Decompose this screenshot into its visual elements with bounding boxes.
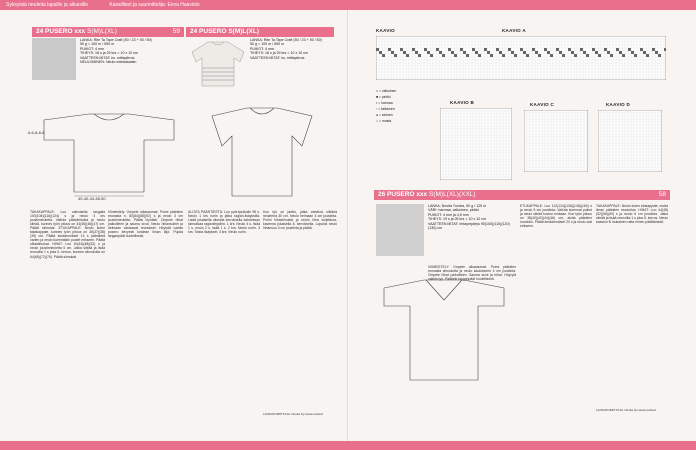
chart-cell: [502, 54, 505, 57]
left-schematic-2: [192, 96, 332, 206]
chart-cell: [664, 48, 666, 51]
chart-cell: [658, 54, 661, 57]
chart-cell: [580, 48, 583, 51]
info-line: VAATTEEN MITAT: ks. mittapiirros: [250, 55, 305, 60]
info-line: PUIKOT: 4 mm: [80, 46, 104, 51]
chart-cell: [400, 48, 403, 51]
chart-cell: [550, 54, 553, 57]
left-col-1: TAKAKAPPALE: Luo valkoisella langalla 100(108)(116)(124) s ja neulo 4 krs joustinneuletta. Vaihda päävärilanka ja neulo sileää, kunnes työn pituus on 44(45)(46)(47) cm. Päätä silmukat. ETUKAPPALE: Neulo kuten takakappale, kunnes työn pituus on 36(37)(38)(39) cm. Päätä keskimmäiset 14 s pääntietä varten ja neulo kummatkin puolet erikseen. Päätä olkasilmukat. HIHAT: Luo 40(44)(48)(52) s ja neulo joustinneuletta 5 cm. Jatka sileää ja lisää reunoilla 1 s joka 6. kerros, kunnes silmukoita on 64(68)(72)(76). Päätä silmukat.: [30, 210, 105, 259]
kaavio-b-chart: [440, 108, 512, 180]
left-pattern-title-2: [186, 27, 334, 37]
pattern-level: xxx: [416, 191, 428, 198]
right-col-2: TAKAKAPPALE: Neulo kuten etukappale, mutta ilman pääntien muotoilua. HIHAT: Luo 44(48)(52)(56)(60) s ja neulo 6 cm joustinta. Jatka sileää ja lisää reunoilta 1 s joka 8. kerros. Neulo kaavion B mukainen raita ennen päättämistä.: [596, 204, 668, 225]
chart-cell: [598, 54, 601, 57]
chart-a-heading: KAAVIO A: [502, 28, 526, 33]
chart-cell: [526, 54, 529, 57]
legend-item: ● = sininen: [376, 113, 393, 117]
info-line: VAATTEEN MITAT: rintaympärys 90(100)(110)(120)(130) cm: [428, 221, 510, 231]
left-col-3: ALOITA PÄÄNTIESTÄ: Luo pyöröpuikolle 96 s. Neulo 1 krs nurin ja jatka raglan-lisäyksillä. Lisää jokaisella oikealla kerroksella kahdeksan silmukkaa raglanlinjoihin. 1 krs: Neulo 4 s, lisää 1 s, neulo 2 s, lisää 1 s. 2 krs: Neulo nurin. 3 krs: Toista lisäykset. 4 krs: Neulo nurin.: [188, 210, 260, 235]
chart-cell: [406, 54, 409, 57]
chart-cell: [643, 51, 646, 54]
info-line: NEULOMINEN: Neulo edestakaisin: [80, 60, 137, 65]
chart-cell: [439, 51, 442, 54]
info-line: VÄRI: harmaa, valkoinen, pinkki: [428, 208, 479, 213]
legend-item: □ = valkoinen: [376, 89, 397, 93]
info-line: 50 g = 100 m / 550 m: [80, 42, 115, 47]
chart-cell: [535, 51, 538, 54]
chart-cell: [391, 51, 394, 54]
pattern-number: 24: [190, 28, 198, 35]
pattern-sizes: S(M)L(XL)(XXL): [428, 191, 476, 198]
schematic-width-label: 40-40-44-48-50: [78, 196, 106, 201]
spread-gutter: [347, 10, 348, 441]
right-pattern-title: [374, 190, 670, 200]
legend-item: ■ = pinkki: [376, 95, 391, 99]
chart-cell: [523, 51, 526, 54]
chart-b-heading: KAAVIO B: [450, 100, 475, 105]
chart-cell: [622, 54, 625, 57]
chart-cell: [538, 54, 541, 57]
chart-cell: [574, 54, 577, 57]
chart-cell: [619, 51, 622, 54]
info-line: LANKA: Rite Ta Tape Craft (50 / 23 + 50 / 50): [80, 38, 152, 42]
info-line: LANKA: Rite Ta Tape Craft (50 / 23 + 50 / 50): [250, 38, 322, 42]
chart-cell: [412, 48, 415, 51]
pattern-sizes: S(M)L(XL): [228, 28, 259, 35]
info-line: PUIKOT: 4 mm: [250, 46, 274, 51]
chart-cell: [655, 51, 658, 54]
chart-cell: [496, 48, 499, 51]
legend-item: ▫ = keltainen: [376, 107, 395, 111]
info-line: TIHEYS: 18 s ja 29 krs = 10 x 10 cm: [250, 51, 309, 56]
bottom-banner: [0, 441, 696, 450]
chart-cell: [451, 51, 454, 54]
garment-photo: [32, 38, 76, 80]
chart-cell: [430, 54, 433, 57]
chart-cell: [484, 48, 487, 51]
chart-cell: [583, 51, 586, 54]
chart-cell: [424, 48, 427, 51]
left-schematic: [34, 100, 184, 200]
chart-cell: [382, 54, 385, 57]
right-col-1: ETUKAPPALE: Luo 112(124)(136)(148)(160) s ja neulo 5 cm joustinta. Vaihda isommat puikot ja neulo sileää kuvion mukaan. Kun työn pituus on 38(40)(42)(44)(46) cm, aloita pääntien muotoilu. Päätä keskimmäiset 20 s ja neulo olat erikseen.: [520, 204, 592, 229]
banner-left: Syksyisiä neuleita lapsille ja aikuisille: [6, 2, 88, 8]
chart-cell: [376, 48, 379, 51]
info-line: LANKA: Novita Tundra, 50 g / 125 m: [428, 204, 487, 208]
chart-cell: [634, 54, 637, 57]
chart-cell: [460, 48, 463, 51]
chart-cell: [499, 51, 502, 54]
pattern-level: xxx: [74, 28, 86, 35]
left-info-2: [250, 38, 336, 90]
chart-cell: [640, 48, 643, 51]
chart-cell: [631, 51, 634, 54]
chart-cell: [454, 54, 457, 57]
right-contact: LANKATOIMITTAJA: Novita Oy www.novita.fi: [596, 408, 657, 412]
chart-cell: [544, 48, 547, 51]
pattern-sizes: S(M)L(XL): [86, 28, 117, 35]
chart-cell: [487, 51, 490, 54]
chart-cell: [514, 54, 517, 57]
chart-cell: [568, 48, 571, 51]
banner-right: Kassilliset ja suunnittelija: Eeva Haavisto: [109, 2, 200, 8]
chart-cell: [616, 48, 619, 51]
chart-cell: [436, 48, 439, 51]
chart-cell: [592, 48, 595, 51]
info-line: TIHEYS: 18 s ja 29 krs = 10 x 10 cm: [80, 51, 139, 56]
pattern-name: PUSERO: [199, 28, 227, 35]
legend-item: ▪ = harmaa: [376, 101, 393, 105]
top-banner: [0, 0, 696, 10]
kaavio-a-chart: [376, 36, 666, 80]
chart-cell: [556, 48, 559, 51]
info-line: 50 g = 100 m / 550 m: [250, 42, 285, 47]
chart-cell: [595, 51, 598, 54]
chart-cell: [610, 54, 613, 57]
info-line: VAATTEEN MITAT: ks. mittapiirros: [80, 55, 135, 60]
chart-cell: [442, 54, 445, 57]
chart-cell: [463, 51, 466, 54]
page-number: 59: [172, 28, 180, 35]
chart-cell: [646, 54, 649, 57]
chart-cell: [559, 51, 562, 54]
chart-legend: [376, 88, 436, 124]
chart-heading: KAAVIO: [376, 28, 395, 33]
chart-cell: [403, 51, 406, 54]
chart-cell: [547, 51, 550, 54]
chart-cell: [628, 48, 631, 51]
left-pattern-title: [32, 27, 184, 37]
info-line: TIHEYS: 19 s ja 26 krs = 10 x 10 cm: [428, 217, 487, 222]
chart-cell: [508, 48, 511, 51]
legend-item: ○ = musta: [376, 119, 392, 123]
chart-cell: [652, 48, 655, 51]
kaavio-c-chart: [524, 110, 588, 172]
chart-cell: [571, 51, 574, 54]
kaavio-d-chart: [598, 110, 662, 172]
pattern-name: PUSERO: [387, 191, 415, 198]
pattern-name: PUSERO: [45, 28, 73, 35]
page-number: 58: [658, 191, 666, 198]
chart-cell: [475, 51, 478, 54]
chart-cell: [532, 48, 535, 51]
right-garment-photo: [376, 204, 424, 256]
chart-cell: [415, 51, 418, 54]
chart-cell: [511, 51, 514, 54]
chart-cell: [604, 48, 607, 51]
chart-cell: [379, 51, 382, 54]
chart-cell: [472, 48, 475, 51]
left-contact: LANKATOIMITTAJA: Novita Oy www.novita.fi: [263, 412, 324, 416]
chart-cell: [388, 48, 391, 51]
chart-cell: [586, 54, 589, 57]
chart-cell: [448, 48, 451, 51]
chart-cell: [466, 54, 469, 57]
left-info: [80, 38, 184, 88]
chart-cell: [607, 51, 610, 54]
left-col-2: Viimeistely: Ompele olkasaumat. Poimi pääntien reunasta n. 80(84)(88)(92) s ja neulo 3 cm joustinneuletta. Päätä löyhästi. Ompele hihat paikoilleen ja sauma sivut. Neulo hihansuihin ja helmaan vastaavat reunukset. Höyrytä valmis pusero kevyesti kostean liinan läpi. Pujota langanpäät huolellisesti.: [108, 210, 183, 239]
chart-cell: [562, 54, 565, 57]
right-col-3: VIIMEISTELY: Ompele olkasaumat. Poimi pääntien reunasta silmukoita ja neulo kaulukseen 4 cm joustinta. Ompele hihat paikoilleen. Sauma sivut ja hihat. Höyrytä valmis työ. Päättele langanpäät huolellisesti.: [428, 265, 516, 282]
pattern-number: 24: [36, 28, 44, 35]
chart-cell: [490, 54, 493, 57]
chart-cell: [418, 54, 421, 57]
chart-cell: [520, 48, 523, 51]
info-line: PUIKOT: 4 mm ja 4,5 mm: [428, 212, 469, 217]
chart-c-heading: KAAVIO C: [530, 102, 555, 107]
schematic-side-label: 6-6-8-8-8: [28, 130, 45, 135]
chart-d-heading: KAAVIO D: [606, 102, 631, 107]
chart-cell: [427, 51, 430, 54]
chart-cell: [394, 54, 397, 57]
chart-cell: [478, 54, 481, 57]
pattern-number: 26: [378, 191, 386, 198]
right-info: [428, 204, 516, 260]
left-col-4: Kun työ on jaettu, jatka vartaloa sileänä neuleena 30 cm. Neulo helmaan 4 cm joustinta. Poimi hihasilmukat ja neulo hiha suljettuna, kavenna jokaisella 8. kerroksella. Lopuksi neulo hihansuu 4 cm joustinta ja päätä.: [263, 210, 337, 231]
striped-pullover-illustration: [188, 38, 248, 90]
